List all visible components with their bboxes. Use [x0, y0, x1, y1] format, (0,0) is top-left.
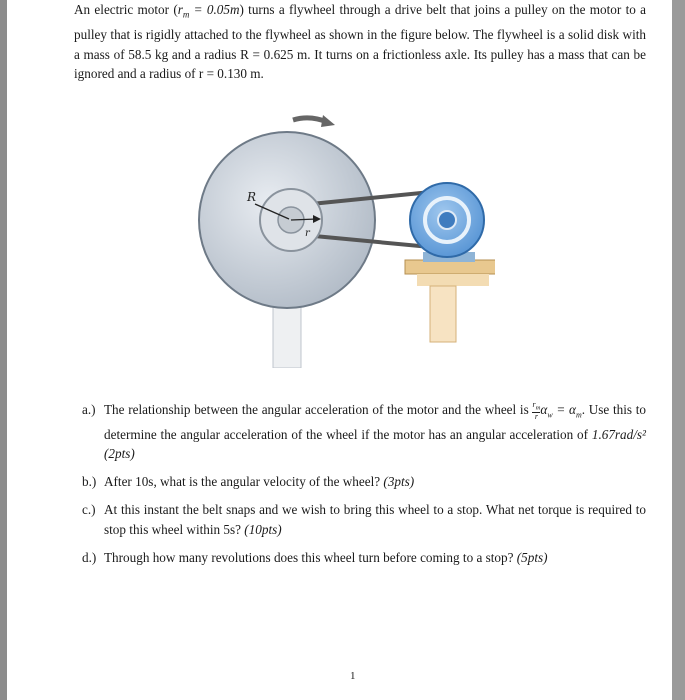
problem-statement: An electric motor $(r_m = 0.05m)$ turns a flywheel through a drive belt that joins a pulley on the motor to a pulley that is rigidly attached to the flywheel as shown in the figure below. The flywheel is a solid disk with a mass of 58.5 kg and a radius R = 0.625 m. It turns on a frictionless axle. Its pulley has a mass that can be ignored and a radius of r = 0.130 m.	[74, 2, 646, 82]
flywheel-figure	[195, 108, 495, 368]
question-label: a.)	[82, 402, 96, 417]
label-r: r	[305, 228, 310, 239]
question-list	[82, 400, 646, 576]
label-R: R	[247, 190, 257, 204]
points-d: (5pts)	[516, 549, 548, 565]
motor-acceleration-value: 1.67rad/s²	[591, 426, 646, 442]
motor-base-leg	[430, 286, 456, 342]
question-label: d.)	[82, 549, 97, 565]
question-label: c.)	[82, 502, 96, 518]
motor-base-top	[405, 260, 495, 274]
question-text: After 10s, what is the angular velocity of the wheel? (3pts)	[104, 474, 415, 490]
motor-pulley-hub	[438, 211, 456, 229]
question-text: Through how many revolutions does this wheel turn before coming to a stop? (5pts)	[104, 549, 548, 565]
question-a	[82, 400, 646, 463]
motor-radius-symbol: $r_m = 0.05m$	[177, 2, 240, 20]
points-c: (10pts)	[244, 521, 282, 537]
rotation-arrow	[293, 118, 327, 122]
points-b: (3pts)	[383, 474, 415, 490]
flywheel-diagram	[195, 108, 495, 368]
question-c	[82, 500, 646, 538]
page-number: 1	[350, 670, 356, 682]
points-a: (2pts)	[104, 446, 135, 462]
right-margin-bar	[672, 0, 685, 700]
question-text: The relationship between the angular acceleration of the motor and the wheel is $\frac{r_m}{r}$ $\alpha_w = \alpha_m$. Use this to determine the angular acceleration of the wheel if the motor has an angular acceleration of 1.67rad/s² (2pts)	[104, 399, 646, 462]
question-d	[82, 548, 646, 567]
left-margin-bar	[0, 0, 7, 700]
question-text: At this instant the belt snaps and we wish to bring this wheel to a stop. What net torque is required to stop this wheel within 5s? (10pts)	[104, 502, 646, 537]
motor-base-mid	[417, 274, 489, 286]
rotation-arrowhead	[321, 115, 335, 127]
question-b	[82, 472, 646, 491]
question-label: b.)	[82, 474, 97, 490]
ratio-equation: $\frac{r_m}{r}$ $\alpha_w = \alpha_m$	[532, 399, 582, 422]
